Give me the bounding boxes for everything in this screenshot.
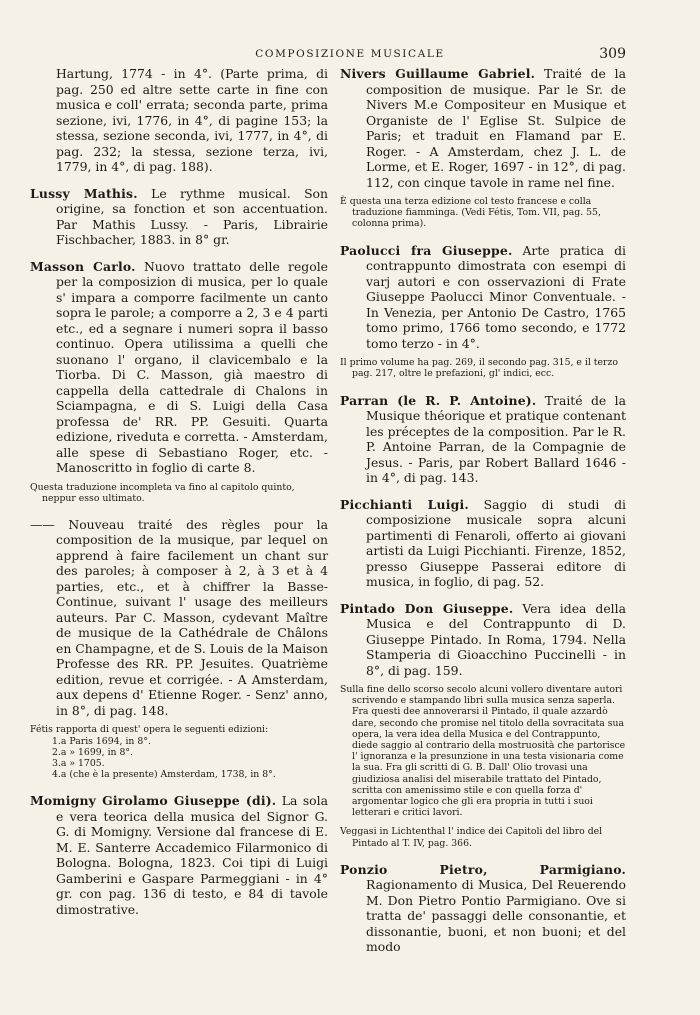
entry-headword: Momigny Girolamo Giuseppe (di). — [30, 793, 277, 809]
entry-text: Vera idea della Musica e del Contrappunto di D. Giuseppe Pintado. In Roma, 1794. Nella Stamperia di Gioacchino Puccinelli - in 8°, di pag. 159. — [366, 600, 626, 678]
note-pintado: Sulla fine dello scorso secolo alcuni vollero diventare autori scrivendo e stampando libri sulla musica senza saperla. Fra questi dee annoverarsi il Pintado, il quale azzardò dare, secondo che promise nel titolo della sovracitata sua opera, la vera idea della Musica e del Contrappunto, diede saggio al contrario della mostruosità che partorisce l' ignoranza e la presunzione in una testa visionaria come la sua. Fra gli scritti di G. B. Dall' Olio trovasi una giudiziosa analisi del miserabile trattato del Pintado, scritta con amenissimo stile e con quella forza d' argomentar logico che gli era propria in tutti i suoi letterari e critici lavori. — [340, 684, 626, 819]
entry-headword: Ponzio Pietro, Parmigiano. — [340, 861, 626, 877]
edition-line: 2.a » 1699, in 8°. — [52, 746, 134, 758]
entry-hartung-continuation: Hartung, 1774 - in 4°. (Parte prima, di pag. 250 ed altre sette carte in fine con musica e coll' errata; seconda parte, prima sezione, ivi, 1776, in 4°, di pagine 153; la stessa, sezione seconda, ivi, 1777, in 4°, di pag. 232; la stessa, sezione terza, ivi, 1779, in 4°, di pag. 188). — [56, 66, 328, 174]
running-head-title: COMPOSIZIONE MUSICALE — [255, 48, 445, 60]
edition-line: 3.a » 1705. — [52, 758, 105, 770]
left-column — [30, 66, 328, 928]
entry-lussy — [30, 186, 328, 248]
entry-text: Nuovo trattato delle regole per la composizion di musica, per lo quale s' impara a comporre facilmente un canto sopra le parole; a comporre a 2, 3 e 4 parti etc., ed a segnare i numeri sopra il basso continuo. Opera utilissima a quelli che suonano l' organo, il clavicembalo e la Tiorba. Di C. Masson, già maestro di cappella della cattedrale di Chalons in Sciampagna, e di S. Luigi della Casa professa de' RR. PP. Gesuiti. Quarta edizione, riveduta e corretta. - Amsterdam, alle spese di Sebastiano Roger, etc. - Manoscritto in foglio di carte 8. — [56, 258, 328, 475]
right-column — [340, 66, 626, 966]
running-head — [0, 48, 700, 64]
entry-momigny — [30, 793, 328, 917]
entry-text: Arte pratica di contrappunto dimostrata con esempi di varj autori e con osservazioni di Frate Giuseppe Paolucci Minor Conventuale. - In Venezia, per Antonio De Castro, 1765 tomo primo, 1766 tomo secondo, e 1772 tomo terzo - in 4°. — [366, 242, 626, 351]
note-paolucci: Il primo volume ha pag. 269, il secondo pag. 315, e il terzo pag. 217, oltre le prefazioni, gl' indici, ecc. — [340, 357, 618, 380]
entry-headword: Lussy Mathis. — [30, 185, 138, 201]
entry-text: La sola e vera teorica della musica del Signor G. G. di Momigny. Versione dal francese di E. M. E. Santerre Accademico Filarmonico di Bologna. Bologna, 1823. Coi tipi di Luigi Gamberini e Gaspare Parmeggiani - in 4° gr. con pag. 136 di testo, e 84 di tavole dimostrative. — [56, 793, 328, 917]
entry-text: Le rythme musical. Son origine, sa fonction et son accentuation. Par Mathis Lussy. - Paris, Librairie Fischbacher, 1883. in 8° gr. — [56, 185, 328, 247]
entry-text: Saggio di studi di composizione musicale sopra alcuni partimenti di Fenaroli, offerto ai giovani artisti da Luigi Picchianti. Firenze, 1852, presso Giuseppe Passerai editore di musica, in foglio, di pag. 52. — [366, 496, 627, 590]
page-number: 309 — [599, 46, 626, 62]
entry-nivers — [340, 66, 626, 190]
note-nivers: È questa una terza edizione col testo francese e colla traduzione fiamminga. (Vedi Fétis, Tom. VII, pag. 55, colonna prima). — [340, 196, 601, 230]
edition-line: 1.a Paris 1694, in 8°. — [52, 735, 151, 747]
entry-masson-french: —— Nouveau traité des règles pour la composition de la musique, par lequel on apprend à faire facilement un chant sur des paroles; à composer à 2, à 3 et à 4 parties, etc., et à chiffrer la Basse-Continue, suivant l' usage des meilleurs auteurs. Par C. Masson, cydevant Maître de musique de la Cathédrale de Châlons en Champagne, et de S. Louis de la Maison Professe des RR. PP. Jesuites. Quatrième edition, revue et corrigée. - A Amsterdam, aux depens d' Etienne Roger. - Senz' anno, in 8°, di pag. 148. — [30, 516, 328, 718]
note-pintado-lichtenthal: Veggasi in Lichtenthal l' indice dei Capitoli del libro del Pintado al T. IV, pag. 366. — [340, 826, 603, 849]
entry-headword: Pintado Don Giuseppe. — [340, 600, 514, 616]
note-masson: Questa traduzione incompleta va fino al capitolo quinto, neppur esso ultimato. — [30, 481, 295, 504]
entry-headword: Masson Carlo. — [30, 258, 136, 274]
entry-pintado — [340, 601, 626, 679]
entry-headword: Parran (le R. P. Antoine). — [340, 392, 537, 408]
entry-paolucci — [340, 243, 626, 352]
entry-ponzio — [340, 862, 626, 955]
edition-line: 4.a (che è la presente) Amsterdam, 1738, in 8°. — [52, 769, 276, 781]
entry-headword: Paolucci fra Giuseppe. — [340, 242, 513, 258]
entry-text: Traité de la composition de musique. Par le Sr. de Nivers M.e Compositeur en Musique et Organiste de l' Eglise St. Sulpice de Paris; et traduit en Flamand par E. Roger. - A Amsterdam, chez J. L. de Lorme, et E. Roger, 1697 - in 12°, di pag. 112, con cinque tavole in rame nel fine. — [366, 66, 627, 190]
entry-text: Ragionamento di Musica, Del Reuerendo M. Don Pietro Pontio Parmigiano. Ove si tratta de' passaggi delle consonantie, et dissonantie, buoni, et non buoni; et del modo — [366, 877, 626, 955]
entry-headword: Picchianti Luigi. — [340, 496, 469, 512]
entry-parran — [340, 393, 626, 486]
entry-masson — [30, 259, 328, 476]
entry-text: Traité de la Musique théorique et pratique contenant les préceptes de la composition. Par le R. P. Antoine Parran, de la Compagnie de Jesus. - Paris, par Robert Ballard 1646 - in 4°, di pag. 143. — [366, 392, 626, 486]
note-intro: Fétis rapporta di quest' opera le seguenti edizioni: — [30, 724, 269, 736]
entry-picchianti — [340, 497, 626, 590]
entry-headword: Nivers Guillaume Gabriel. — [340, 66, 536, 81]
note-fetis-editions — [30, 724, 328, 780]
